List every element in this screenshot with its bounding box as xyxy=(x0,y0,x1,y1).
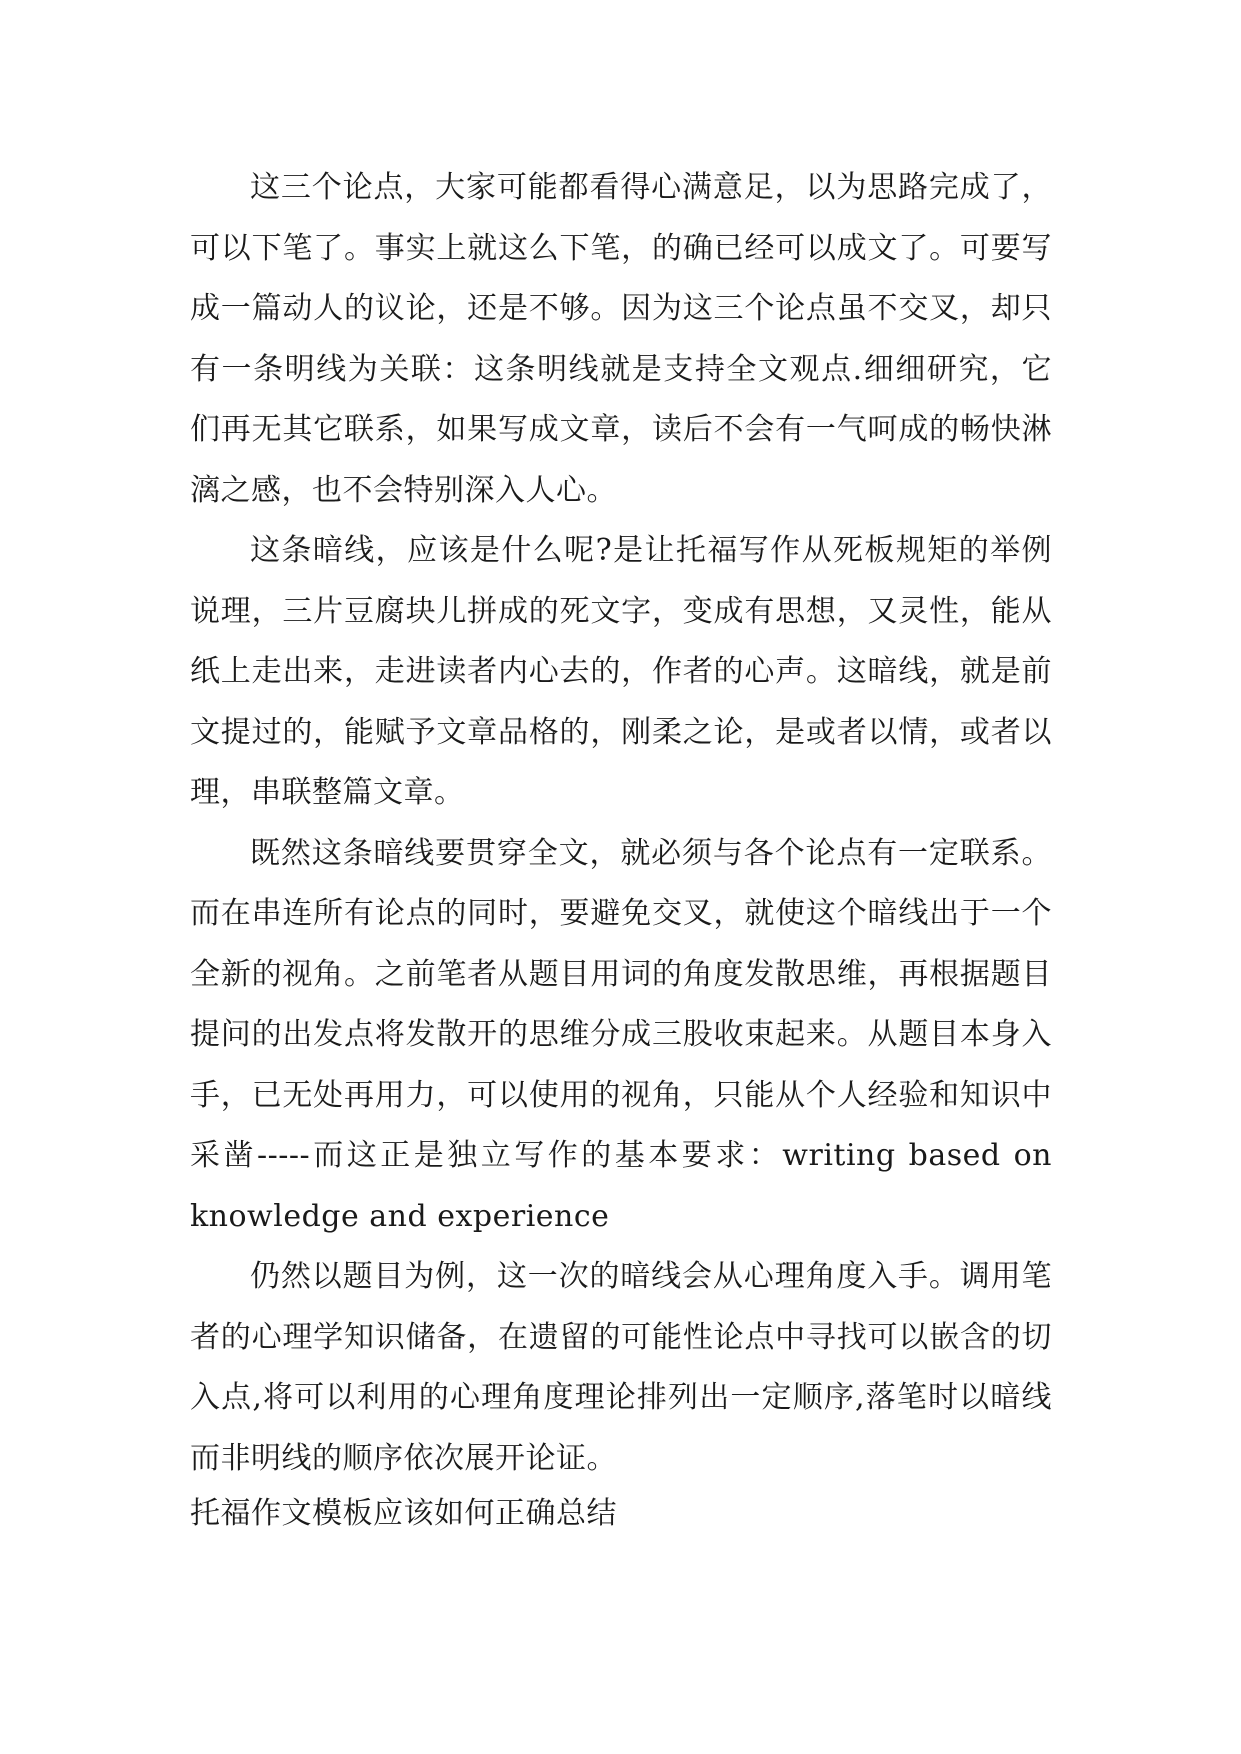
paragraph-3: 既然这条暗线要贯穿全文，就必须与各个论点有一定联系。而在串连所有论点的同时，要避免交叉，就使这个暗线出于一个全新的视角。之前笔者从题目用词的角度发散思维，再根据题目提问的出发点将发散开的思维分成三股收束起来。从题目本身入手，已无处再用力，可以使用的视角，只能从个人经验和知识中采凿-----而这正是独立写作的基本要求：writing based on knowledge and experience xyxy=(190,835,1052,1234)
paragraph-2: 这条暗线，应该是什么呢?是让托福写作从死板规矩的举例说理，三片豆腐块儿拼成的死文字，变成有思想，又灵性，能从纸上走出来，走进读者内心去的，作者的心声。这暗线，就是前文提过的，能赋予文章品格的，刚柔之论，是或者以情，或者以理，串联整篇文章。 xyxy=(190,533,1052,810)
paragraph-4: 仍然以题目为例，这一次的暗线会从心理角度入手。调用笔者的心理学知识储备，在遗留的可能性论点中寻找可以嵌含的切入点,将可以利用的心理角度理论排列出一定顺序,落笔时以暗线而非明线的顺序依次展开论证。 xyxy=(190,1259,1052,1476)
section-heading: 托福作文模板应该如何正确总结 xyxy=(190,1496,617,1531)
paragraph-1: 这三个论点，大家可能都看得心满意足，以为思路完成了，可以下笔了。事实上就这么下笔，的确已经可以成文了。可要写成一篇动人的议论，还是不够。因为这三个论点虽不交叉，却只有一条明线为关联：这条明线就是支持全文观点.细细研究，它们再无其它联系，如果写成文章，读后不会有一气呵成的畅快淋漓之感，也不会特别深入人心。 xyxy=(190,170,1052,508)
document-body xyxy=(190,158,1052,1489)
